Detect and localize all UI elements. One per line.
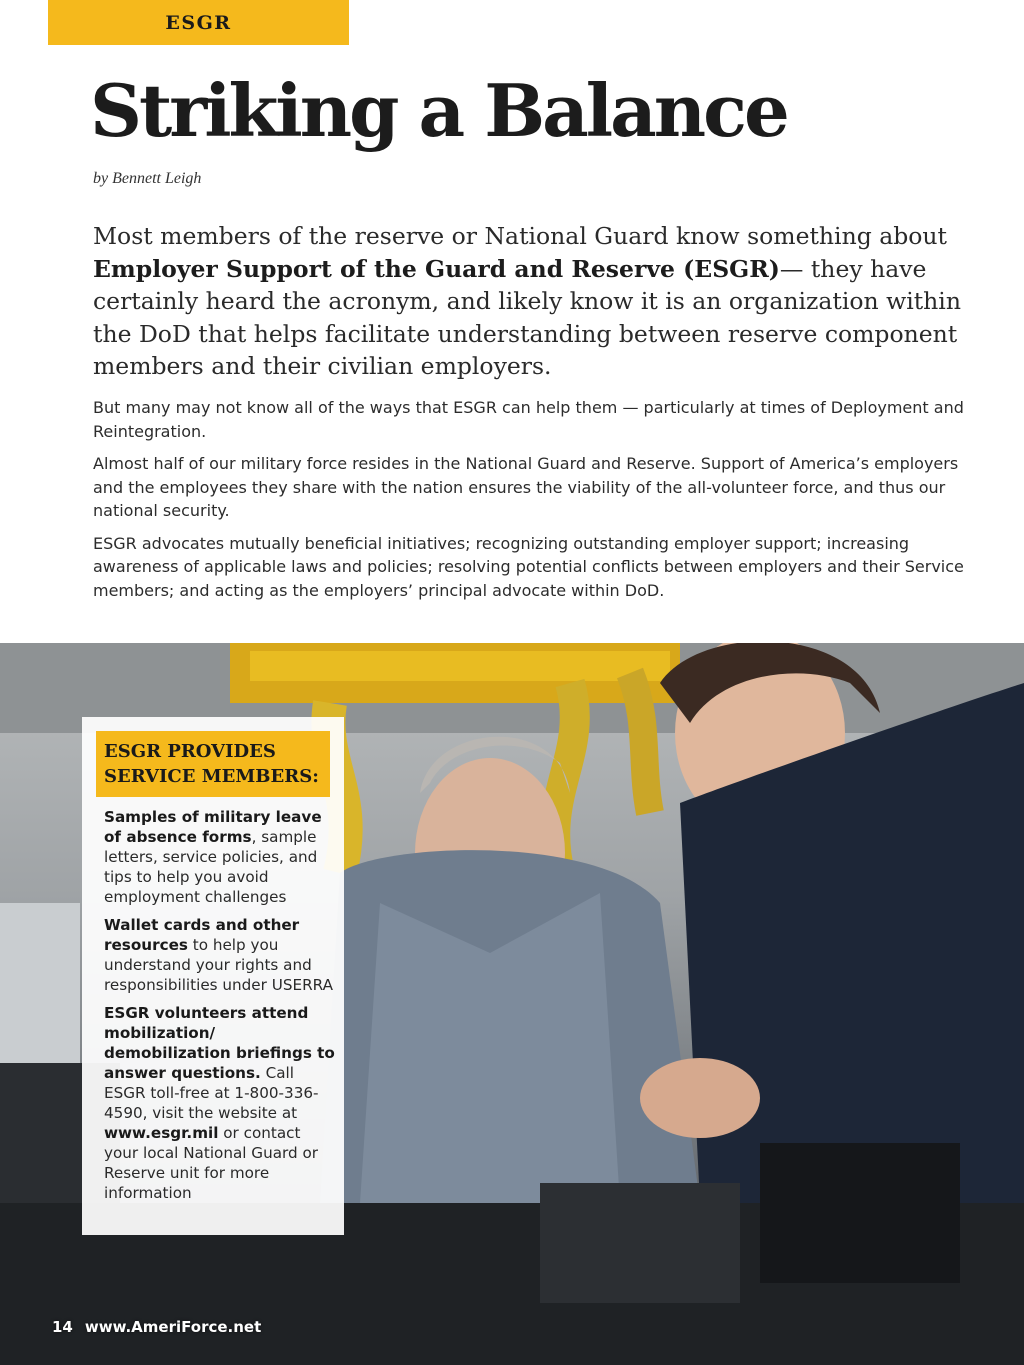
esgr-website-link[interactable]: www.esgr.mil <box>104 1124 219 1142</box>
sidebar-item-text: , sample letters, service policies, and tips to help you avoid employment challenges <box>104 828 318 906</box>
lead-paragraph <box>93 220 973 383</box>
sidebar-item-text: Call ESGR toll-free at 1-800-336-4590, visit the website at <box>104 1064 319 1122</box>
body-paragraph: ESGR advocates mutually beneficial initiatives; recognizing outstanding employer support; increasing awareness of applicable laws and policies; resolving potential conflicts between employers and their Service members; and acting as the employers’ principal advocate within DoD. <box>93 533 964 600</box>
section-tag-label: ESGR <box>165 11 232 34</box>
article-body <box>93 396 973 611</box>
sidebar-item-bold: ESGR volunteers attend mobilization/ demobilization briefings to answer questions. <box>104 1004 335 1082</box>
sidebar-item-text: to help you understand your rights and responsibilities under USERRA <box>104 936 333 994</box>
sidebar-item-text: or contact your local National Guard or Reserve unit for more information <box>104 1124 318 1202</box>
sidebar-item <box>104 915 336 995</box>
section-tag <box>48 0 349 45</box>
article-title: Striking a Balance <box>90 68 787 153</box>
sidebar-box <box>82 717 344 1235</box>
sidebar-body <box>104 807 336 1211</box>
lead-text-start: Most members of the reserve or National Guard know something about <box>93 222 947 250</box>
byline: by Bennett Leigh <box>93 170 202 187</box>
body-paragraph: Almost half of our military force resides in the National Guard and Reserve. Support of America’s employers and the employees they share with the nation ensures the viability of the all-volunteer force, and thus our national security. <box>93 454 959 520</box>
sidebar-heading <box>96 731 330 797</box>
body-paragraph: But many may not know all of the ways that ESGR can help them — particularly at times of Deployment and Reintegration. <box>93 398 964 441</box>
sidebar-item <box>104 1003 336 1203</box>
footer-website-link[interactable]: www.AmeriForce.net <box>84 1318 262 1336</box>
sidebar-heading-line1: ESGR PROVIDES <box>104 741 276 762</box>
page-number: 14 <box>52 1318 73 1336</box>
page-footer <box>52 1318 261 1336</box>
sidebar-item-bold: Wallet cards and other resources <box>104 916 300 954</box>
sidebar-heading-line2: SERVICE MEMBERS: <box>104 766 319 787</box>
lead-bold-esgr: Employer Support of the Guard and Reserve (ESGR) <box>93 254 780 283</box>
lead-text-end: — they have certainly heard the acronym, and likely know it is an organization within the DoD that helps facilitate understanding between reserve component members and their civilian employers. <box>93 254 961 380</box>
sidebar-item <box>104 807 336 907</box>
sidebar-item-bold: Samples of military leave of absence forms <box>104 808 322 846</box>
